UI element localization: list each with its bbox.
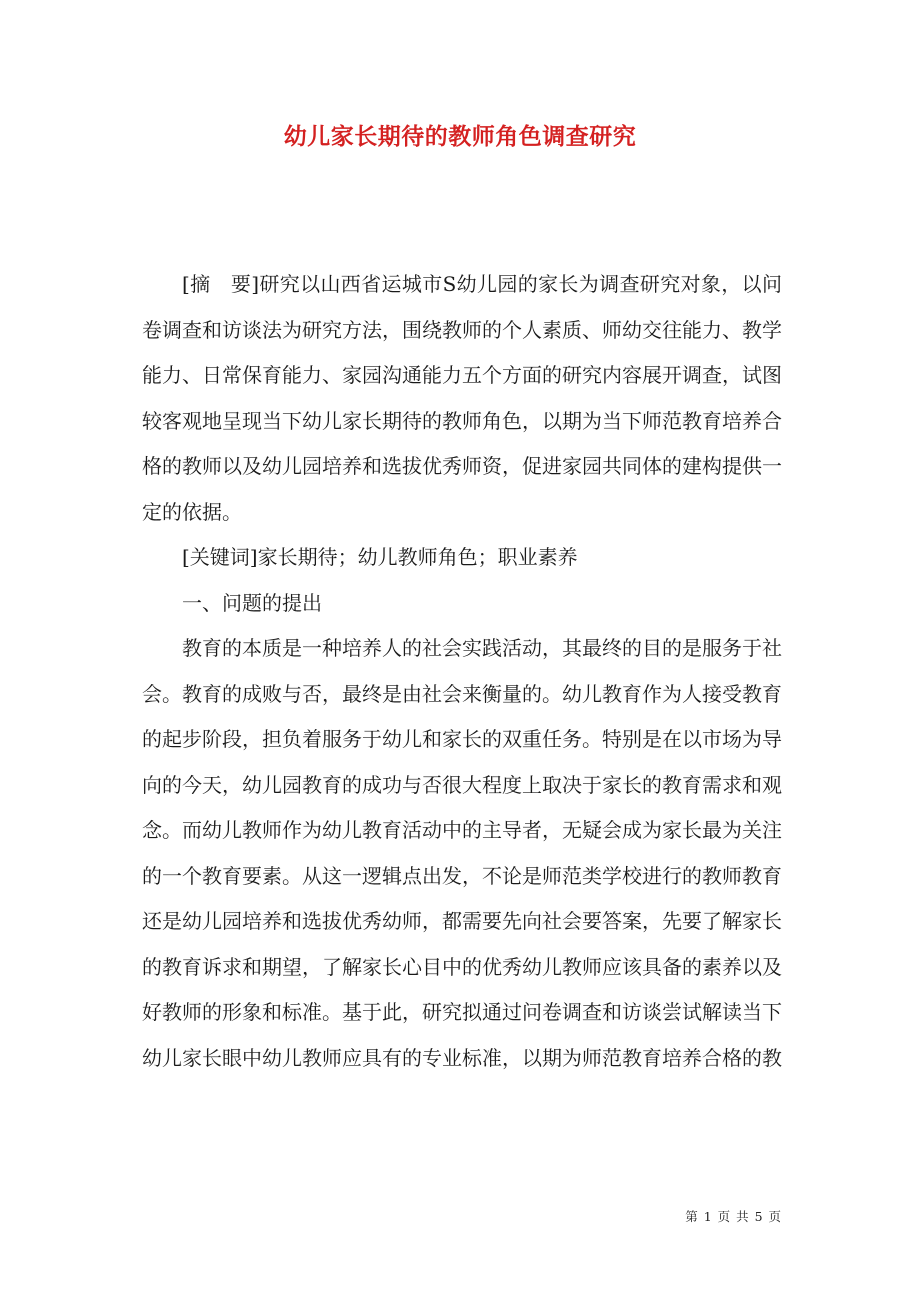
body-paragraph: 教育的本质是一种培养人的社会实践活动，其最终的目的是服务于社会。教育的成败与否，最终是由社会来衡量的。幼儿教育作为人接受教育的起步阶段，担负着服务于幼儿和家长的双重任务。特别是在以市场为导向的今天，幼儿园教育的成功与否很大程度上取决于家长的教育需求和观念。而幼儿教师作为幼儿教育活动中的主导者，无疑会成为家长最为关注的一个教育要素。从这一逻辑点出发，不论是师范类学校进行的教师教育还是幼儿园培养和选拔优秀幼师，都需要先向社会要答案，先要了解家长的教育诉求和期望，了解家长心目中的优秀幼儿教师应该具备的素养以及好教师的形象和标准。基于此，研究拟通过问卷调查和访谈尝试解读当下幼儿家长眼中幼儿教师应具有的专业标准，以期为师范教育培养合格的教 [142, 636, 782, 1070]
keywords-paragraph: [关键词]家长期待；幼儿教师角色；职业素养 [182, 545, 578, 569]
document-body [142, 262, 782, 1081]
section-heading: 一、问题的提出 [182, 590, 322, 615]
document-title: 幼儿家长期待的教师角色调查研究 [283, 123, 637, 150]
abstract-paragraph: [摘 要]研究以山西省运城市S幼儿园的家长为调查研究对象，以问卷调查和访谈法为研究方法，围绕教师的个人素质、师幼交往能力、教学能力、日常保育能力、家园沟通能力五个方面的研究内容展开调查，试图较客观地呈现当下幼儿家长期待的教师角色，以期为当下师范教育培养合格的教师以及幼儿园培养和选拔优秀师资，促进家园共同体的建构提供一定的依据。 [142, 272, 782, 524]
page-number-footer: 第 1 页 共 5 页 [685, 1209, 782, 1224]
